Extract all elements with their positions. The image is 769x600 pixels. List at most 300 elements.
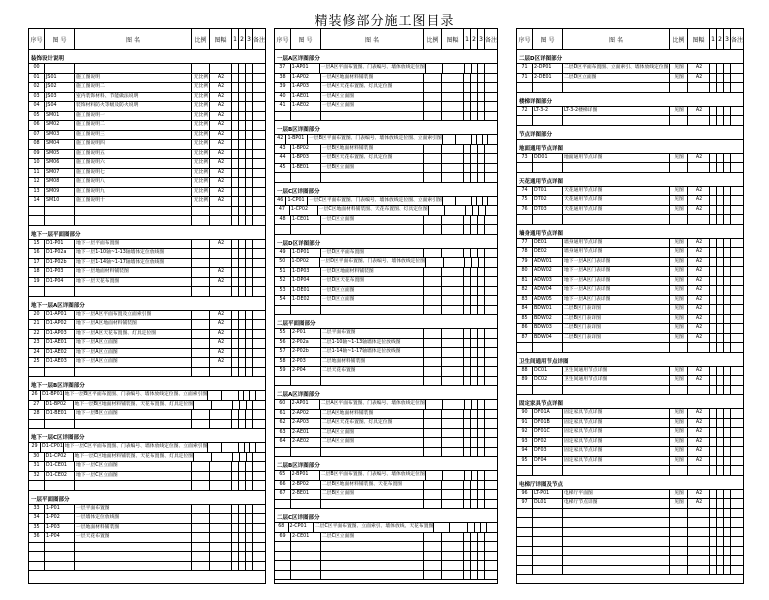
empty-cell <box>253 533 265 542</box>
sheet-size <box>442 268 464 277</box>
empty-cell <box>563 566 670 575</box>
empty-cell <box>563 386 670 395</box>
empty-cell <box>321 552 424 561</box>
empty-cell <box>478 277 485 286</box>
drawing-scale: 见图 <box>670 187 688 196</box>
drawing-name: 一层平面布置图 <box>75 505 192 514</box>
blank-row <box>29 216 265 226</box>
empty-cell <box>232 410 239 419</box>
empty-cell <box>472 400 479 409</box>
drawing-code: DC01 <box>533 367 563 376</box>
table-row <box>517 196 743 206</box>
empty-cell <box>239 462 246 471</box>
empty-cell <box>424 448 442 457</box>
empty-cell <box>471 348 478 357</box>
row-number: 46 <box>275 197 286 206</box>
empty-cell <box>710 428 717 437</box>
empty-cell <box>464 287 471 296</box>
drawing-code: DL01 <box>533 499 563 508</box>
drawing-code: 1-P01 <box>45 505 75 514</box>
empty-cell <box>232 339 239 348</box>
header-code: 图 号 <box>291 29 321 49</box>
empty-cell <box>710 248 717 257</box>
empty-cell <box>688 556 710 565</box>
drawing-name: 施工图说明四 <box>75 140 192 149</box>
drawing-code: D1-BE01 <box>45 410 75 419</box>
empty-cell <box>517 566 533 575</box>
header-code: 图 号 <box>45 29 75 49</box>
drawing-code: 1-P02 <box>45 514 75 523</box>
table-row <box>29 240 265 250</box>
empty-cell <box>533 215 563 224</box>
empty-cell <box>253 197 265 206</box>
drawing-code: DF04 <box>533 457 563 466</box>
row-number: 94 <box>517 447 533 456</box>
empty-cell <box>485 154 497 163</box>
empty-cell <box>724 428 731 437</box>
empty-cell <box>253 188 265 197</box>
empty-cell <box>485 448 497 457</box>
section-heading: 天花通用节点详图 <box>517 173 743 187</box>
row-number: 64 <box>275 438 291 447</box>
empty-cell <box>533 466 563 475</box>
empty-cell <box>478 268 485 277</box>
empty-cell <box>253 339 265 348</box>
section-heading: 二层A区详图部分 <box>275 386 497 400</box>
blank-row <box>517 547 743 557</box>
drawing-scale: 见图 <box>670 267 688 276</box>
empty-cell <box>485 533 497 542</box>
empty-cell <box>246 330 253 339</box>
empty-cell <box>275 552 291 561</box>
empty-cell <box>75 207 192 216</box>
drawing-scale <box>424 268 442 277</box>
empty-cell <box>731 419 743 428</box>
empty-cell <box>670 343 688 352</box>
empty-cell <box>478 500 485 509</box>
empty-cell <box>232 259 239 268</box>
blank-row <box>517 466 743 476</box>
drawing-scale <box>192 259 210 268</box>
row-number: 18 <box>29 268 45 277</box>
row-number: 93 <box>517 438 533 447</box>
drawing-code: DD01 <box>533 154 563 163</box>
empty-cell <box>485 93 497 102</box>
drawing-scale: 见图 <box>670 239 688 248</box>
drawing-code: 1-CP01 <box>286 197 308 206</box>
empty-cell <box>239 410 246 419</box>
drawing-code: 1-BP02 <box>291 145 321 154</box>
table-row <box>275 93 497 103</box>
drawing-name: LT-3-2楼梯详图 <box>563 107 670 116</box>
sheet-size <box>442 74 464 83</box>
empty-cell <box>232 287 239 296</box>
table-row <box>29 83 265 93</box>
empty-cell <box>75 562 192 571</box>
drawing-scale: 见图 <box>670 154 688 163</box>
table-row <box>517 74 743 84</box>
empty-cell <box>717 163 724 172</box>
table-header <box>275 29 497 50</box>
header-scale: 比例 <box>424 29 442 49</box>
empty-cell <box>563 163 670 172</box>
row-number: 92 <box>517 428 533 437</box>
empty-cell <box>321 306 424 315</box>
empty-cell <box>464 306 471 315</box>
empty-cell <box>239 368 246 377</box>
row-number: 26 <box>29 391 41 400</box>
table-row <box>517 334 743 344</box>
drawing-name: 一层D区立面图 <box>321 296 424 305</box>
sheet-size <box>456 197 472 206</box>
row-number: 81 <box>517 277 533 286</box>
drawing-scale <box>426 64 444 73</box>
empty-cell <box>533 537 563 546</box>
empty-cell <box>478 419 485 428</box>
row-number: 39 <box>275 83 291 92</box>
empty-cell <box>486 206 497 215</box>
drawing-name: 地下一层B区立面图 <box>75 410 192 419</box>
drawing-name: 地下一层A区立面图 <box>75 339 192 348</box>
empty-cell <box>485 102 497 111</box>
row-number: 13 <box>29 188 45 197</box>
row-number: 67 <box>275 490 291 499</box>
section-heading: 地下一层A区详图部分 <box>29 297 265 311</box>
empty-cell <box>731 499 743 508</box>
table-row <box>29 330 265 340</box>
empty-cell <box>688 386 710 395</box>
header-c1: 1 <box>464 29 471 49</box>
empty-cell <box>253 524 265 533</box>
empty-cell <box>710 376 717 385</box>
sheet-size: A2 <box>210 150 232 159</box>
drawing-scale: 见图 <box>670 376 688 385</box>
empty-cell <box>239 259 246 268</box>
empty-cell <box>232 320 239 329</box>
empty-cell <box>45 481 75 490</box>
empty-cell <box>724 528 731 537</box>
empty-cell <box>192 207 210 216</box>
empty-cell <box>291 571 321 580</box>
drawing-code: SM02 <box>45 121 75 130</box>
drawing-name: 二层B区地面材料铺装图、天花布置图 <box>321 481 424 490</box>
row-number: 71 <box>517 64 533 73</box>
empty-cell <box>246 311 253 320</box>
table-row <box>29 159 265 169</box>
table-row <box>29 443 265 453</box>
empty-cell <box>710 296 717 305</box>
drawing-scale <box>192 514 210 523</box>
empty-cell <box>485 429 497 438</box>
empty-cell <box>442 448 464 457</box>
empty-cell <box>724 556 731 565</box>
drawing-code: 1-AP03 <box>291 83 321 92</box>
row-number: 54 <box>275 296 291 305</box>
empty-cell <box>192 543 210 552</box>
empty-cell <box>291 448 321 457</box>
sheet-size: A2 <box>688 267 710 276</box>
empty-cell <box>192 287 210 296</box>
empty-cell <box>471 164 478 173</box>
row-number: 84 <box>517 305 533 314</box>
sheet-size <box>210 514 232 523</box>
empty-cell <box>731 107 743 116</box>
blank-row <box>275 448 497 458</box>
empty-cell <box>731 163 743 172</box>
drawing-name: 地下一层天花布置图 <box>75 278 192 287</box>
table-row <box>275 268 497 278</box>
empty-cell <box>478 481 485 490</box>
drawing-name: 二层B区立面图 <box>321 490 424 499</box>
header-c2: 2 <box>239 29 246 49</box>
drawing-scale: 见图 <box>670 277 688 286</box>
empty-cell <box>670 509 688 518</box>
row-number: 34 <box>29 514 45 523</box>
drawing-name: 二层C区立面图 <box>321 533 424 542</box>
sheet-size <box>222 443 239 452</box>
empty-cell <box>442 306 464 315</box>
empty-cell <box>724 187 731 196</box>
empty-cell <box>472 471 479 480</box>
drawing-code: 2-AE02 <box>291 438 321 447</box>
empty-cell <box>710 547 717 556</box>
empty-cell <box>192 481 210 490</box>
empty-cell <box>246 533 253 542</box>
drawing-name: 固定家具节点详图 <box>563 438 670 447</box>
empty-cell <box>533 116 563 125</box>
empty-cell <box>424 173 442 182</box>
row-number: 24 <box>29 349 45 358</box>
empty-cell <box>563 528 670 537</box>
empty-cell <box>239 131 246 140</box>
row-number: 74 <box>517 187 533 196</box>
drawing-name: 一层B区地面材料铺装图 <box>321 145 424 154</box>
empty-cell <box>232 121 239 130</box>
empty-cell <box>275 225 291 234</box>
table-row <box>517 499 743 509</box>
row-number: 72 <box>517 107 533 116</box>
empty-cell <box>731 334 743 343</box>
drawing-name: 地下一层A区门表详图 <box>563 286 670 295</box>
drawing-name: 地下一层A区天花布置图、灯具定位图 <box>75 330 192 339</box>
empty-cell <box>210 420 232 429</box>
blank-row <box>275 377 497 387</box>
table-row <box>29 533 265 543</box>
section-heading: 二层B区详图部分 <box>275 457 497 471</box>
table-row <box>29 93 265 103</box>
empty-cell <box>239 311 246 320</box>
sheet-size <box>456 135 472 144</box>
sheet-size <box>210 533 232 542</box>
drawing-code: D1-CP02 <box>45 453 74 462</box>
drawing-code: SM01 <box>45 112 75 121</box>
drawing-code: 2-AE01 <box>291 429 321 438</box>
drawing-name: 一层墙体定位放线图 <box>75 514 192 523</box>
empty-cell <box>246 543 253 552</box>
row-number: 31 <box>29 462 45 471</box>
row-number: 20 <box>29 311 45 320</box>
sheet-size: A2 <box>688 64 710 73</box>
empty-cell <box>485 216 497 225</box>
drawing-name: 一层A区立面图 <box>321 93 424 102</box>
drawing-scale: 无比例 <box>192 93 210 102</box>
empty-cell <box>246 472 253 481</box>
table-row <box>275 358 497 368</box>
drawing-scale: 无比例 <box>192 74 210 83</box>
empty-cell <box>232 543 239 552</box>
empty-cell <box>246 368 253 377</box>
drawing-name <box>75 64 192 73</box>
empty-cell <box>724 74 731 83</box>
blank-row <box>275 542 497 552</box>
empty-cell <box>232 268 239 277</box>
row-number: 95 <box>517 457 533 466</box>
drawing-scale: 见图 <box>670 419 688 428</box>
sheet-size: A2 <box>688 277 710 286</box>
section-heading: 卫生间通用节点详图 <box>517 353 743 367</box>
empty-cell <box>291 112 321 121</box>
row-number: 22 <box>29 330 45 339</box>
empty-cell <box>253 240 265 249</box>
sheet-size <box>210 524 232 533</box>
row-number: 02 <box>29 83 45 92</box>
section-heading: 固定家具节点详图 <box>517 395 743 409</box>
table-row <box>517 64 743 74</box>
table-row <box>517 305 743 315</box>
row-number: 17 <box>29 259 45 268</box>
empty-cell <box>533 163 563 172</box>
empty-cell <box>464 438 471 447</box>
empty-cell <box>478 348 485 357</box>
table-row <box>29 259 265 269</box>
empty-cell <box>471 287 478 296</box>
empty-cell <box>724 509 731 518</box>
empty-cell <box>478 102 485 111</box>
empty-cell <box>75 368 192 377</box>
empty-cell <box>731 64 743 73</box>
drawing-scale <box>192 330 210 339</box>
drawing-name: 地下一层地面材料铺装图 <box>75 268 192 277</box>
empty-cell <box>731 447 743 456</box>
empty-cell <box>321 561 424 570</box>
sheet-size <box>442 490 464 499</box>
row-number: 19 <box>29 278 45 287</box>
empty-cell <box>478 377 485 386</box>
empty-cell <box>485 287 497 296</box>
sheet-size <box>442 145 464 154</box>
empty-cell <box>724 447 731 456</box>
drawing-code: 1-DP03 <box>291 268 321 277</box>
blank-row <box>275 112 497 122</box>
empty-cell <box>321 571 424 580</box>
empty-cell <box>478 83 485 92</box>
drawing-scale: 见图 <box>670 64 688 73</box>
empty-cell <box>232 278 239 287</box>
empty-cell <box>563 518 670 527</box>
drawing-scale <box>208 391 222 400</box>
drawing-name: 一层D区平面布置图 <box>321 249 424 258</box>
table-row <box>275 490 497 500</box>
empty-cell <box>45 287 75 296</box>
table-row <box>275 249 497 259</box>
drawing-name: 施工图说明三 <box>75 131 192 140</box>
drawing-scale <box>426 258 443 267</box>
table-row <box>29 278 265 288</box>
row-number: 27 <box>29 401 45 410</box>
empty-cell <box>717 206 724 215</box>
empty-cell <box>478 306 485 315</box>
empty-cell <box>192 562 210 571</box>
drawing-scale <box>424 429 442 438</box>
header-note: 备注 <box>731 36 744 44</box>
sheet-size: A2 <box>210 197 232 206</box>
empty-cell <box>210 543 232 552</box>
drawing-scale <box>424 164 442 173</box>
empty-cell <box>670 566 688 575</box>
drawing-name: 二层平面布置图 <box>321 329 424 338</box>
table-row <box>29 524 265 534</box>
empty-cell <box>253 472 265 481</box>
empty-cell <box>239 533 246 542</box>
empty-cell <box>253 83 265 92</box>
sheet-size <box>210 462 232 471</box>
drawing-scale <box>192 533 210 542</box>
header-name: 图 名 <box>563 29 670 49</box>
sheet-size: A2 <box>210 169 232 178</box>
empty-cell <box>246 514 253 523</box>
sheet-size <box>445 206 466 215</box>
drawing-code: 2-AP02 <box>291 410 321 419</box>
empty-cell <box>424 306 442 315</box>
table-row <box>275 83 497 93</box>
blank-row <box>275 306 497 316</box>
empty-cell <box>464 533 471 542</box>
empty-cell <box>464 552 471 561</box>
empty-cell <box>246 249 253 258</box>
drawing-name: 二层B区门表详图 <box>563 334 670 343</box>
sheet-size <box>442 339 464 348</box>
empty-cell <box>478 74 485 83</box>
drawing-name: 施工图说明一 <box>75 112 192 121</box>
sheet-size <box>442 358 464 367</box>
drawing-code: LT-3-2 <box>533 107 563 116</box>
table-row <box>29 339 265 349</box>
empty-cell <box>710 116 717 125</box>
empty-cell <box>710 163 717 172</box>
empty-cell <box>724 239 731 248</box>
empty-cell <box>465 258 472 267</box>
table-row <box>517 277 743 287</box>
drawing-scale: 见图 <box>670 296 688 305</box>
blank-row <box>517 343 743 353</box>
empty-cell <box>275 448 291 457</box>
empty-cell <box>246 524 253 533</box>
sheet-size <box>442 438 464 447</box>
table-row <box>275 287 497 297</box>
empty-cell <box>232 207 239 216</box>
table-row <box>29 268 265 278</box>
drawing-scale <box>424 74 442 83</box>
row-number: 03 <box>29 93 45 102</box>
empty-cell <box>232 472 239 481</box>
drawing-scale: 见图 <box>670 334 688 343</box>
empty-cell <box>485 339 497 348</box>
table-row <box>275 197 497 207</box>
empty-cell <box>485 571 497 580</box>
empty-cell <box>717 154 724 163</box>
empty-cell <box>563 215 670 224</box>
blank-row <box>29 552 265 562</box>
